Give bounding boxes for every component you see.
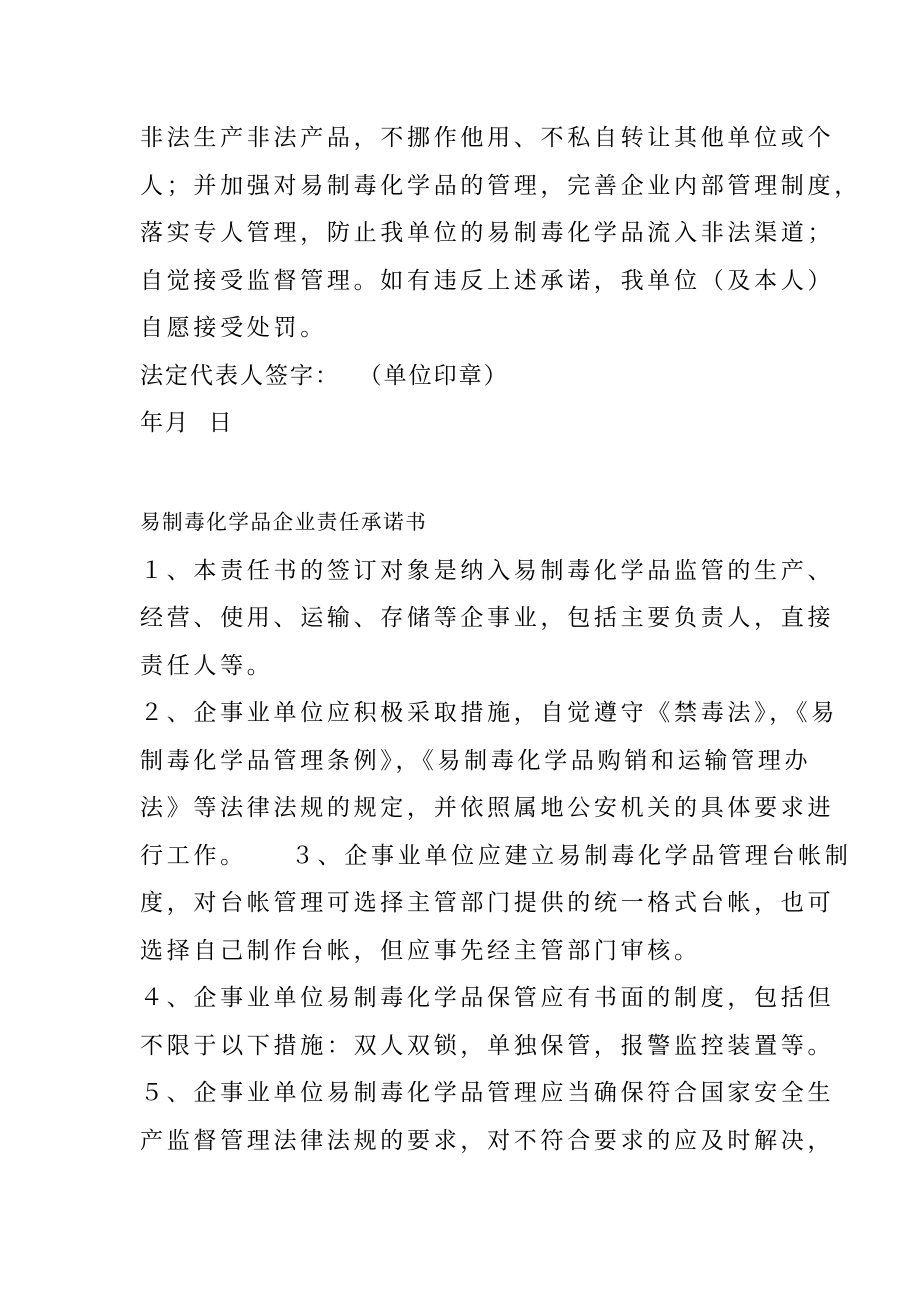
paragraph-line: 人；并加强对易制毒化学品的管理，完善企业内部管理制度， bbox=[140, 173, 861, 199]
body-line: 不限于以下措施：双人双锁，单独保管，报警监控装置等。 bbox=[140, 1033, 835, 1059]
body-line: 选择自己制作台帐，但应事先经主管部门审核。 bbox=[140, 938, 701, 964]
signature-line: 法定代表人签字： （单位印章） bbox=[140, 363, 509, 389]
paragraph-line: 自愿接受处罚。 bbox=[140, 315, 327, 341]
body-line: ５、企事业单位易制毒化学品管理应当确保符合国家安全生 bbox=[140, 1080, 835, 1106]
date-line: 年月 日 bbox=[140, 410, 234, 436]
body-line: １、本责任书的签订对象是纳入易制毒化学品监管的生产、 bbox=[140, 558, 835, 584]
paragraph-line: 落实专人管理，防止我单位的易制毒化学品流入非法渠道； bbox=[140, 220, 835, 246]
body-line: 法》等法律法规的规定，并依照属地公安机关的具体要求进 bbox=[140, 795, 835, 821]
body-line: 制毒化学品管理条例》，《易制毒化学品购销和运输管理办 bbox=[140, 748, 812, 774]
body-line: 度，对台帐管理可选择主管部门提供的统一格式台帐，也可 bbox=[140, 890, 835, 916]
body-line: 行工作。 ３、企事业单位应建立易制毒化学品管理台帐制 bbox=[140, 843, 852, 869]
body-line: ２、企事业单位应积极采取措施，自觉遵守《禁毒法》，《易 bbox=[140, 700, 838, 726]
body-line: ４、企事业单位易制毒化学品保管应有书面的制度，包括但 bbox=[140, 985, 835, 1011]
section-title: 易制毒化学品企业责任承诺书 bbox=[140, 510, 428, 534]
body-line: 产监督管理法律法规的要求，对不符合要求的应及时解决， bbox=[140, 1128, 835, 1154]
paragraph-line: 非法生产非法产品，不挪作他用、不私自转让其他单位或个 bbox=[140, 125, 835, 151]
body-line: 责任人等。 bbox=[140, 653, 274, 679]
body-line: 经营、使用、运输、存储等企事业，包括主要负责人，直接 bbox=[140, 605, 835, 631]
paragraph-line: 自觉接受监督管理。如有违反上述承诺，我单位（及本人） bbox=[140, 268, 835, 294]
